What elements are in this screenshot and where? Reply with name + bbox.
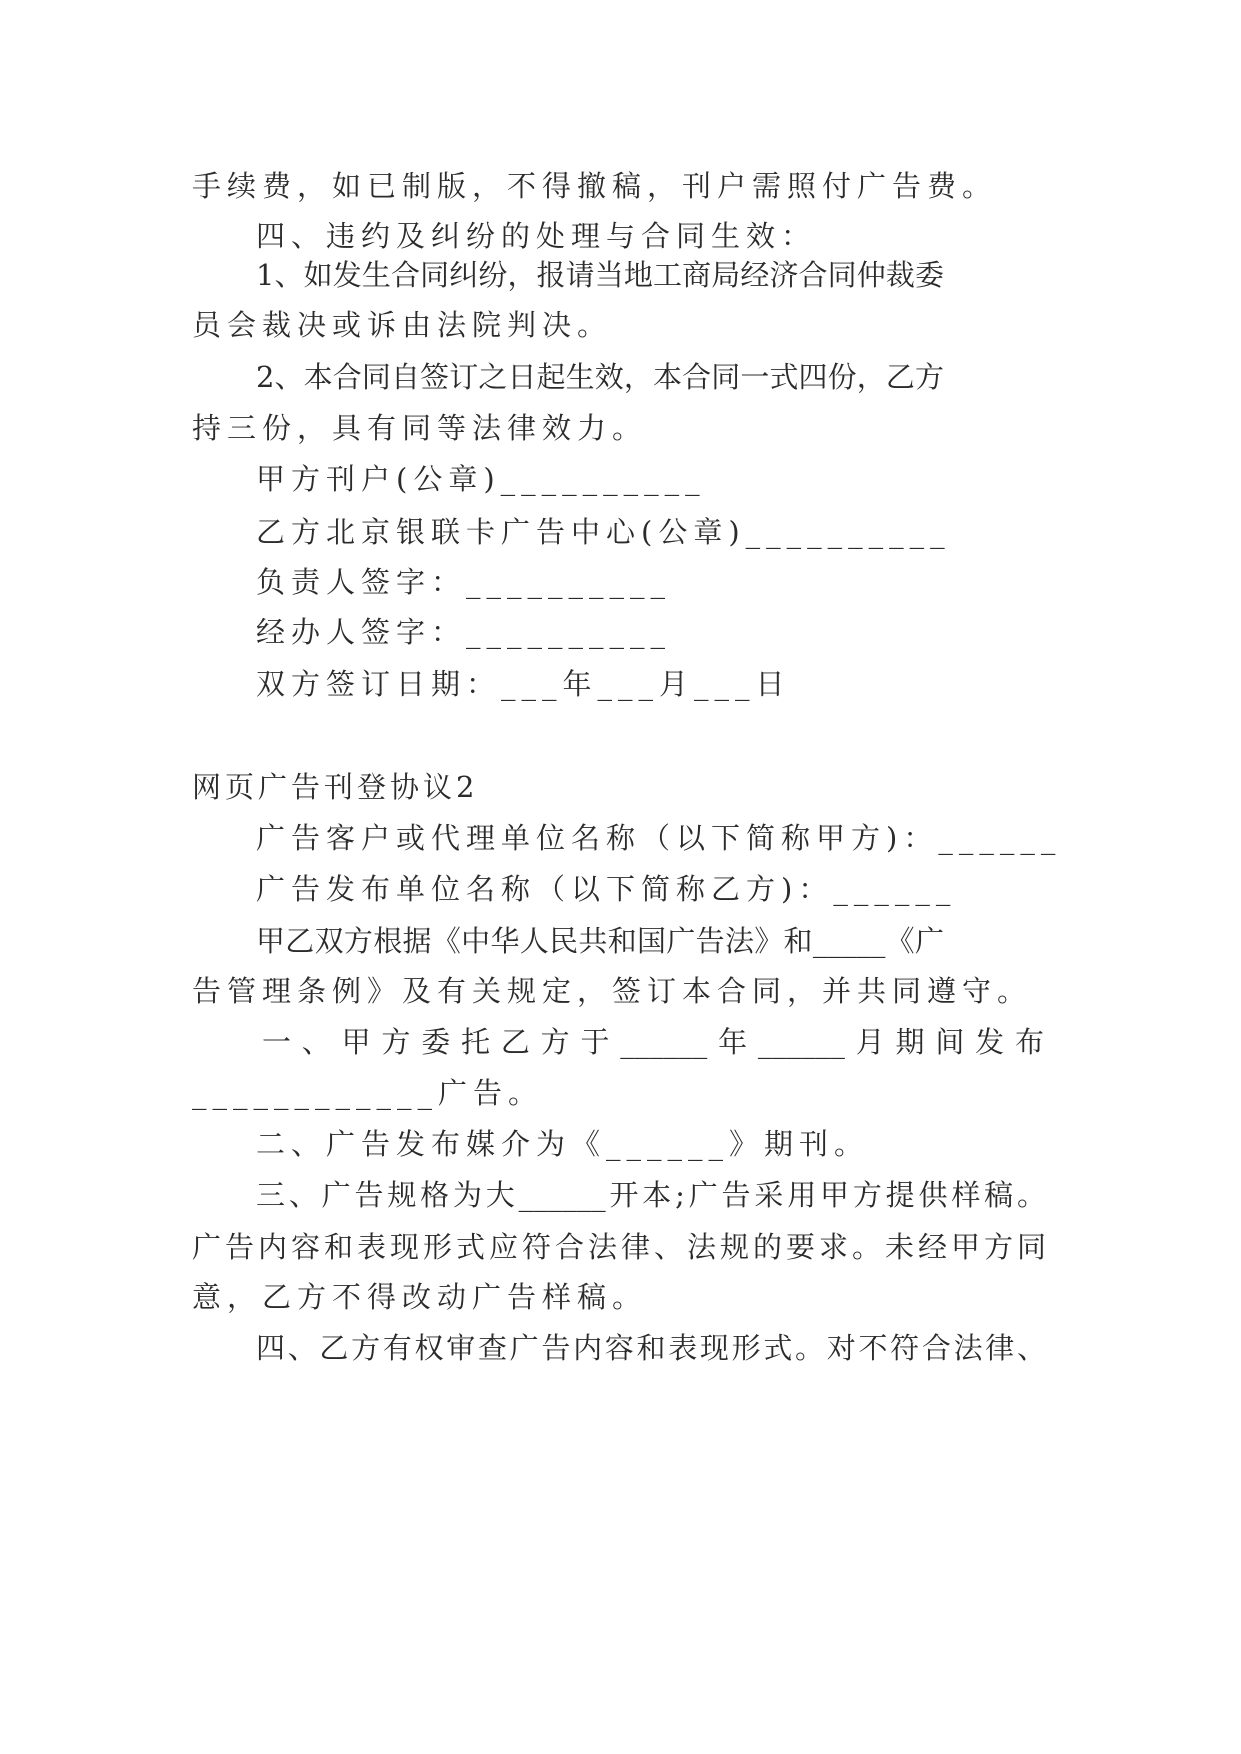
signing-date-line: 双方签订日期：___年___月___日: [256, 667, 791, 701]
text-line: 四、乙方有权审查广告内容和表现形式。对不符合法律、: [256, 1331, 1046, 1365]
text-line: 二、广告发布媒介为《______》期刊。: [256, 1127, 870, 1161]
signature-line-responsible: 负责人签字：__________: [256, 565, 672, 599]
text-line: 意，乙方不得改动广告样稿。: [192, 1280, 648, 1314]
text-line: 三、广告规格为大______开本;广告采用甲方提供样稿。: [256, 1178, 1046, 1212]
agreement-title: 网页广告刊登协议2: [192, 770, 479, 804]
signature-line-handler: 经办人签字：__________: [256, 615, 672, 649]
text-line: 广告客户或代理单位名称（以下简称甲方)：______: [256, 821, 1062, 855]
text-line: 广告发布单位名称（以下简称乙方)：______: [256, 872, 957, 906]
text-line: 1、如发生合同纠纷，报请当地工商局经济合同仲裁委: [256, 258, 944, 292]
text-line: 手续费，如已制版，不得撤稿，刊户需照付广告费。: [192, 169, 998, 203]
text-line: 一、甲方委托乙方于______年______月期间发布: [262, 1025, 1044, 1059]
text-line: ____________广告。: [192, 1076, 544, 1110]
text-line: 持三份，具有同等法律效力。: [192, 411, 648, 445]
text-line: 2、本合同自签订之日起生效，本合同一式四份，乙方: [256, 360, 944, 394]
text-line: 员会裁决或诉由法院判决。: [192, 308, 613, 342]
text-line: 甲乙双方根据《中华人民共和国广告法》和_____《广: [256, 924, 944, 958]
signature-line-party-a: 甲方刊户(公章)__________: [256, 462, 706, 496]
signature-line-party-b: 乙方北京银联卡广告中心(公章)__________: [256, 515, 951, 549]
section-heading: 四、违约及纠纷的处理与合同生效：: [256, 219, 817, 253]
text-line: 广告内容和表现形式应符合法律、法规的要求。未经甲方同: [192, 1230, 1046, 1264]
text-line: 告管理条例》及有关规定，签订本合同，并共同遵守。: [192, 974, 1033, 1008]
